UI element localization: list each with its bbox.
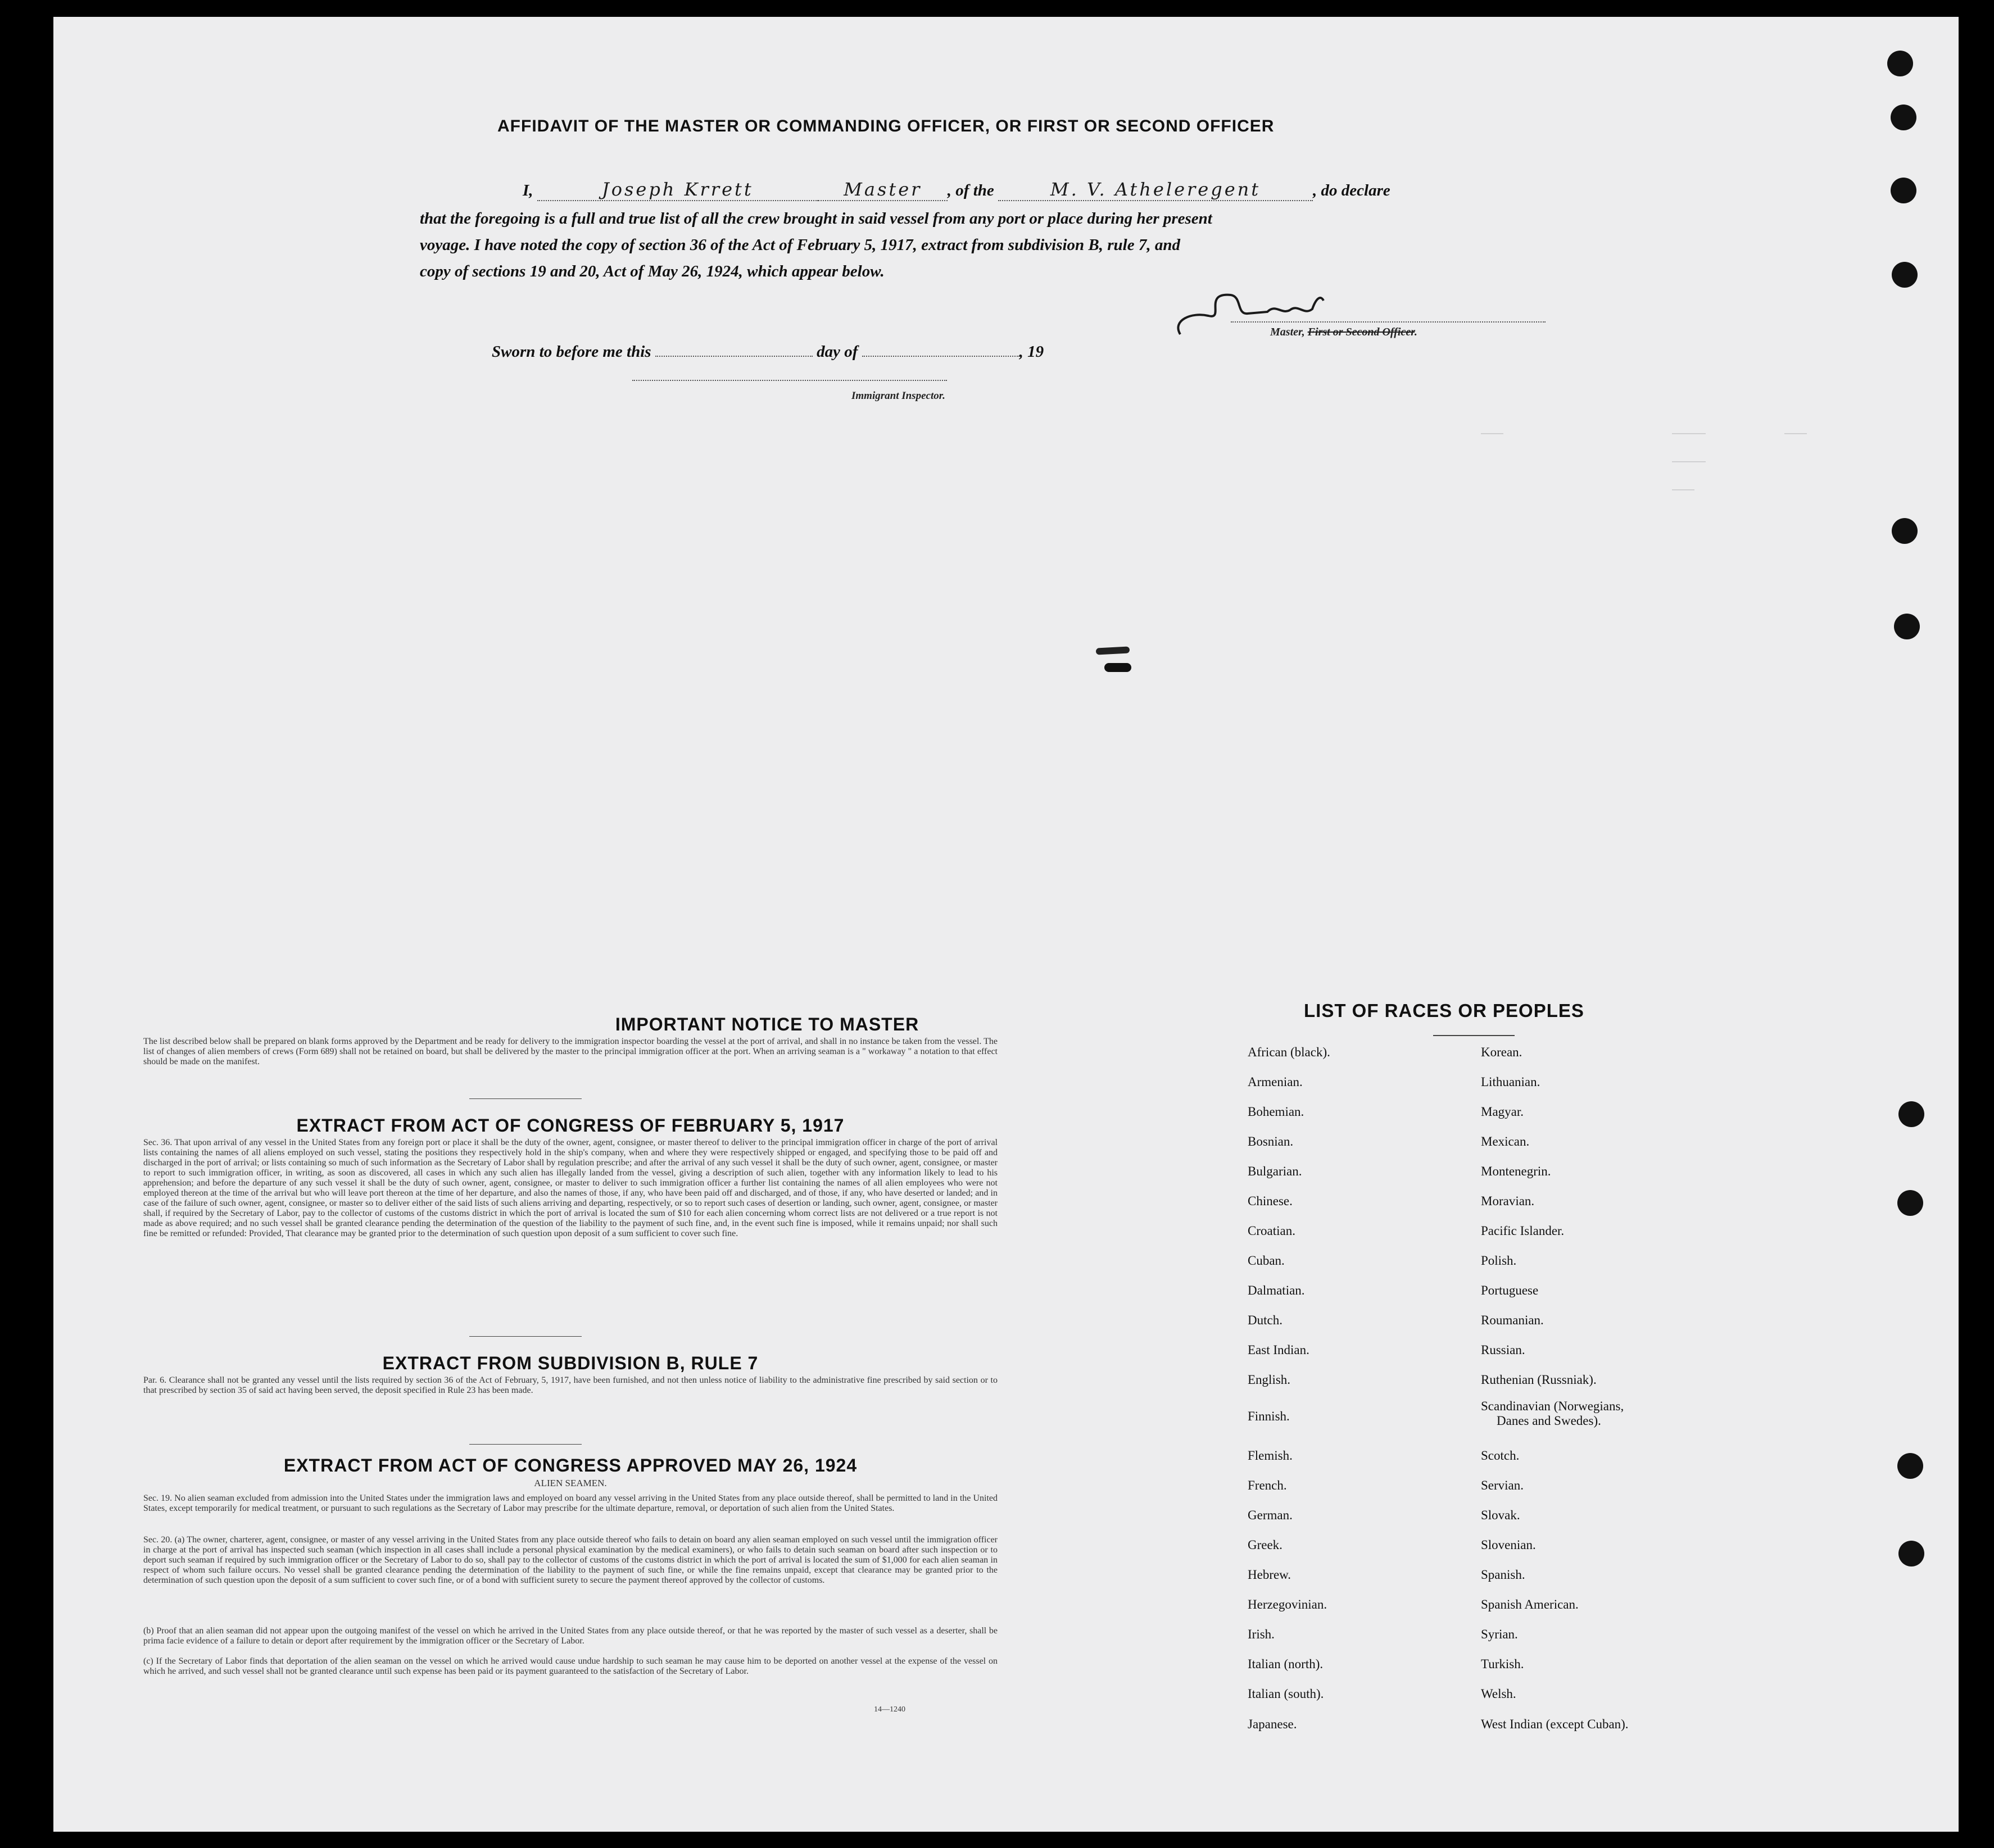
races-underline (1433, 1035, 1515, 1036)
divider (469, 1336, 582, 1337)
signature-text (1236, 292, 1327, 312)
inspector-signature-line (632, 380, 947, 381)
extract-1924-sec20a: Sec. 20. (a) The owner, charterer, agent, consignee, or master of any vessel arriving in the United States from any place outside thereof who fails to detain on board any alien seaman employed on such vessel until the immigration officer in charge at the port of arrival has inspected such seaman (which inspection in all cases shall include a personal physical examination by the medical examiners), or who fails to detain such seaman on board after such inspection or to deport such seaman if required by such immigration officer or the Secretary of Labor to do so, shall pay to the collector of customs of the customs district in which the port of arrival is located the sum of $1,000 for each alien seaman in respect of whom such failure occurs. No vessel shall be granted clearance pending the determination of the liability to the payment of such fine, or while the fine remains unpaid, except that clearance may be granted prior to the determination of such question upon the deposit of a sum sufficient to cover such fine, or of a bond with sufficient surety to secure the payment thereof approved by the collector of customs. (143, 1535, 998, 1585)
race-entry: Italian (south). (1248, 1687, 1324, 1701)
punch-hole (1894, 614, 1920, 639)
race-entry: Magyar. (1481, 1105, 1524, 1119)
subdivision-b-text: Par. 6. Clearance shall not be granted any vessel until the lists required by section 36 of the Act of February, 5, 1917, have been furnished, and not then unless notice of liability to the administrative fine prescribed by said section or to that prescribed by section 35 of said act having been served, the deposit specified in Rule 23 has been made. (143, 1375, 998, 1395)
race-entry: Lithuanian. (1481, 1075, 1540, 1089)
race-entry: Cuban. (1248, 1254, 1285, 1268)
inspector-label: Immigrant Inspector. (851, 390, 945, 402)
race-entry: Syrian. (1481, 1627, 1518, 1641)
vessel-name-handwritten: M. V. Atheleregent (998, 179, 1313, 201)
race-entry: African (black). (1248, 1045, 1330, 1059)
form-number: 14—1240 (874, 1705, 905, 1714)
race-entry: Finnish. (1248, 1409, 1290, 1423)
race-entry: Portuguese (1481, 1283, 1539, 1297)
race-entry: Roumanian. (1481, 1313, 1544, 1327)
race-entry: Croatian. (1248, 1224, 1295, 1238)
race-entry: Bohemian. (1248, 1105, 1304, 1119)
race-entry: English. (1248, 1373, 1291, 1387)
rank-handwritten: Master (818, 179, 948, 201)
bleed-through: ——— (1672, 455, 1706, 467)
races-right-column (1481, 1045, 1773, 1753)
race-entry: Bosnian. (1248, 1134, 1294, 1148)
race-entry: Greek. (1248, 1538, 1282, 1552)
affidavit-body-line3: voyage. I have noted the copy of section 36 of the Act of February 5, 1917, extract from subdivision B, rule 7, and (420, 236, 1180, 254)
race-entry: Slovenian. (1481, 1538, 1536, 1552)
affidavit-body-line4: copy of sections 19 and 20, Act of May 26, 1924, which appear below. (420, 262, 885, 280)
race-entry: Irish. (1248, 1627, 1275, 1641)
master-name-handwritten: Joseph Krrett (537, 179, 818, 201)
race-entry: Polish. (1481, 1254, 1517, 1268)
race-entry: French. (1248, 1478, 1287, 1492)
signature-caption (1270, 326, 1417, 339)
extract-1924-title: EXTRACT FROM ACT OF CONGRESS APPROVED MAY 26, 1924 (283, 1455, 858, 1475)
race-entry: Hebrew. (1248, 1568, 1291, 1582)
bleed-through: —— (1481, 427, 1503, 439)
divider (469, 1098, 582, 1099)
races-title: LIST OF RACES OR PEOPLES (1304, 1000, 1584, 1021)
sworn-line (492, 343, 1044, 361)
affidavit-title: AFFIDAVIT OF THE MASTER OR COMMANDING OFFICER, OR FIRST OR SECOND OFFICER (497, 117, 1275, 135)
of-the-text: , of the (947, 181, 994, 199)
race-entry: Herzegovinian. (1248, 1597, 1327, 1611)
divider (469, 1444, 582, 1445)
extract-1917-title: EXTRACT FROM ACT OF CONGRESS OF FEBRUARY 5, 1917 (296, 1115, 845, 1136)
bleed-through: ——— (1672, 427, 1706, 439)
race-entry: Turkish. (1481, 1657, 1524, 1671)
extract-1924-sec19: Sec. 19. No alien seaman excluded from admission into the United States under the immigration laws and employed on board any vessel arriving in the United States from any place outside thereof, shall be permitted to land in the United States, except temporarily for medical treatment, or pursuant to such regulations as the Secretary of Labor may prescribe for the ultimate departure, removal, or deportation of such alien from the United States. (143, 1493, 998, 1513)
sworn-prefix: Sworn to before me this (492, 343, 651, 361)
race-entry: Scandinavian (Norwegians, (1481, 1399, 1624, 1413)
race-entry: Japanese. (1248, 1717, 1297, 1731)
race-entry: Pacific Islander. (1481, 1224, 1565, 1238)
race-entry: Korean. (1481, 1045, 1522, 1059)
notice-text: The list described below shall be prepared on blank forms approved by the Department and be ready for delivery to the immigration inspector boarding the vessel at the port of arrival, and shall in no instance be taken from the vessel. The list of changes of alien members of crews (Form 689) shall not be retained on board, but shall be delivered by the master to the principal immigration officer at the port. When an arriving seaman is a " workaway " a notation to that effect should be made on the manifest. (143, 1037, 998, 1066)
signature-line (1231, 321, 1546, 323)
race-entry: Chinese. (1248, 1194, 1293, 1208)
caption-struck: First or Second Officer (1307, 326, 1415, 338)
punch-hole (1897, 1190, 1923, 1216)
ink-blot (1096, 646, 1130, 655)
race-entry: Montenegrin. (1481, 1164, 1551, 1178)
bleed-through: —— (1784, 427, 1807, 439)
punch-hole (1891, 178, 1916, 203)
race-entry: Ruthenian (Russniak). (1481, 1373, 1597, 1387)
race-entry: East Indian. (1248, 1343, 1309, 1357)
notice-title: IMPORTANT NOTICE TO MASTER (615, 1014, 919, 1034)
race-entry: German. (1248, 1508, 1293, 1522)
extract-1924-sec20c: (c) If the Secretary of Labor finds that deportation of the alien seaman on the vessel on which he arrived would cause undue hardship to such seaman he may cause him to be deported on another vessel at the expense of the vessel on which he arrived, and such vessel shall not be granted clearance until such expense has been paid or its payment guaranteed to the satisfaction of the Secretary of Labor. (143, 1656, 998, 1676)
bleed-through: —— (1672, 483, 1694, 496)
race-entry: Mexican. (1481, 1134, 1530, 1148)
sworn-month-blank (862, 356, 1019, 357)
race-entry: Spanish. (1481, 1568, 1525, 1582)
extract-1924-sec20b: (b) Proof that an alien seaman did not appear upon the outgoing manifest of the vessel on which he arrived in the United States from any place outside thereof, or that he was reported by the master of such vessel as a deserter, shall be prima facie evidence of a failure to detain or deport after requirement by the immigration officer or the Secretary of Labor. (143, 1626, 998, 1646)
intro-text: I, (523, 181, 533, 199)
race-entry: Russian. (1481, 1343, 1525, 1357)
race-entry: Welsh. (1481, 1687, 1516, 1701)
punch-hole (1898, 1101, 1924, 1127)
race-entry: Servian. (1481, 1478, 1524, 1492)
race-entry: West Indian (except Cuban). (1481, 1717, 1629, 1731)
race-entry: Armenian. (1248, 1075, 1303, 1089)
punch-hole (1887, 51, 1913, 76)
race-entry: Bulgarian. (1248, 1164, 1302, 1178)
race-entry: Scotch. (1481, 1449, 1520, 1463)
races-left-column (1248, 1045, 1472, 1753)
race-entry: Flemish. (1248, 1449, 1293, 1463)
sworn-day-blank (655, 356, 813, 357)
affidavit-body-line2: that the foregoing is a full and true list of all the crew brought in said vessel from any port or place during her present (420, 210, 1212, 228)
race-entry: Dutch. (1248, 1313, 1282, 1327)
punch-hole (1892, 518, 1918, 544)
race-entry-continuation: Danes and Swedes). (1497, 1414, 1601, 1428)
extract-1917-text: Sec. 36. That upon arrival of any vessel in the United States from any foreign port or place it shall be the duty of the owner, agent, consignee, or master thereof to deliver to the principal immigration officer in charge of the port of arrival lists containing the names of all aliens employed on such vessel, stating the positions they respectively hold in the ship's company, when and where they were respectively shipped or engaged, and specifying those to be paid off and discharged in the port of arrival; or lists containing so much of such information as the Secretary of Labor shall by regulation prescribe; and after the arrival of any such vessel it shall be the duty of such owner, agent, consignee, or master to report to such immigration officer, in writing, as soon as discovered, all cases in which any such alien has illegally landed from the vessel, giving a description of such alien, together with any information likely to lead to his apprehension; and before the departure of any such vessel it shall be the duty of such owner, agent, consignee, or master to deliver to such immigration officer a further list containing the names of all alien employees who were not employed thereon at the time of the arrival but who will leave port thereon at the time of her departure, and also the names of those, if any, who have been paid off and discharged, and of those, if any, who have deserted or landed; and in case of the failure of such owner, agent, consignee, or master so to deliver either of the said lists of such aliens arriving and departing, respectively, or so to report such cases of desertion or landing, such owner, agent, consignee, or master shall, if required by the Secretary of Labor, pay to the collector of customs of the customs district in which the port of arrival is located the sum of $10 for each alien concerning whom correct lists are not delivered or a true report is not made as above required; and no such vessel shall be granted clearance pending the determination of the question of the liability to the payment of such fine, and, in the event such fine is imposed, while it remains unpaid; nor shall such fine be remitted or refunded: Provided, That clearance may be granted prior to the determination of such question upon deposit of a sum sufficient to cover such fine. (143, 1138, 998, 1238)
affidavit-line1 (523, 179, 1557, 201)
punch-hole (1891, 105, 1916, 130)
sworn-day-text: day of (817, 343, 858, 361)
punch-hole (1892, 262, 1918, 288)
sworn-year: , 19 (1019, 343, 1044, 361)
punch-hole (1897, 1453, 1923, 1479)
punch-hole (1898, 1541, 1924, 1567)
caption-end: . (1414, 326, 1417, 338)
race-entry: Dalmatian. (1248, 1283, 1305, 1297)
race-entry: Slovak. (1481, 1508, 1520, 1522)
subdivision-b-title: EXTRACT FROM SUBDIVISION B, RULE 7 (382, 1353, 759, 1373)
ink-blot (1104, 663, 1131, 672)
caption-master: Master, (1270, 326, 1305, 338)
document-page (53, 17, 1959, 1832)
do-declare-text: , do declare (1313, 181, 1390, 199)
race-entry: Moravian. (1481, 1194, 1535, 1208)
race-entry: Italian (north). (1248, 1657, 1324, 1671)
race-entry: Spanish American. (1481, 1597, 1579, 1611)
extract-1924-subtitle: ALIEN SEAMEN. (534, 1478, 607, 1488)
